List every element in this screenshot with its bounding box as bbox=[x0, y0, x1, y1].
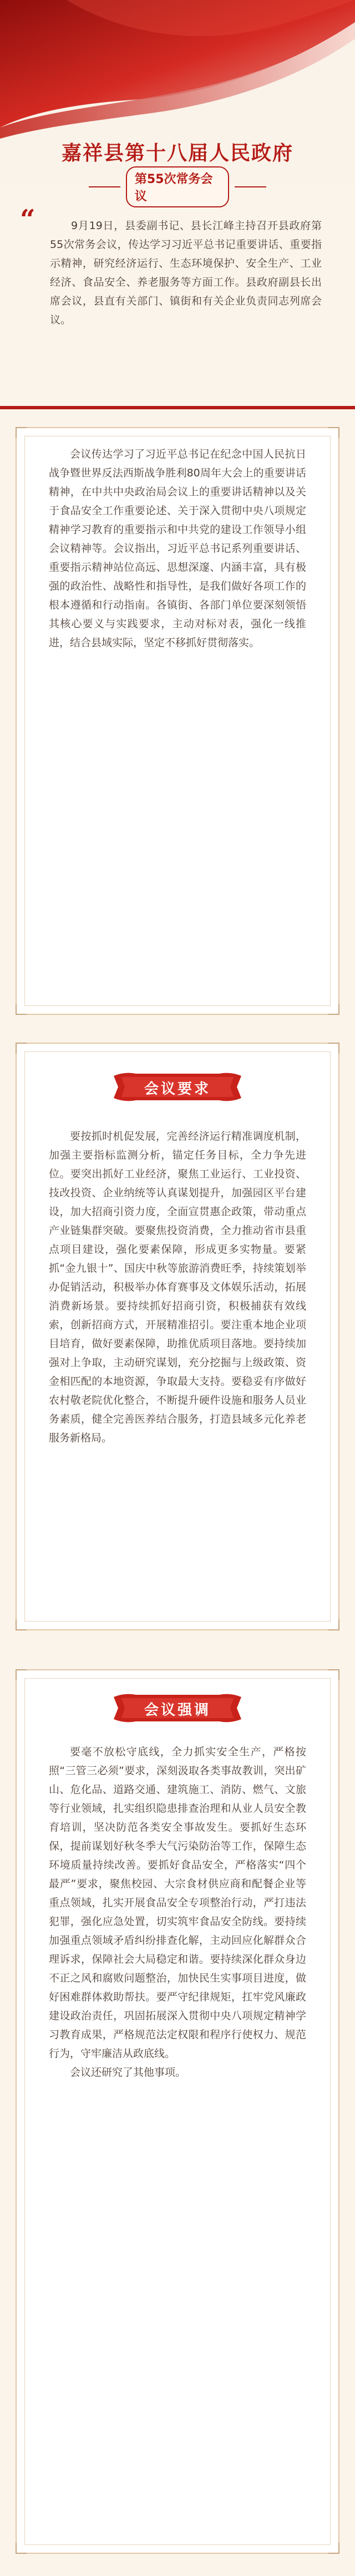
section-box-summary bbox=[16, 427, 339, 1015]
title-block bbox=[0, 0, 355, 204]
corner-ornament-icon bbox=[16, 1669, 27, 1680]
corner-ornament-icon bbox=[16, 427, 27, 438]
section-heading-label: 会议要求 bbox=[144, 1081, 211, 1098]
corner-ornament-icon bbox=[16, 1043, 27, 1054]
header-banner bbox=[0, 0, 355, 204]
page-footer-space bbox=[0, 2557, 355, 2576]
intro-section bbox=[0, 200, 355, 405]
corner-ornament-icon bbox=[328, 1619, 339, 1630]
emphasis-body: 要毫不放松守底线，全力抓实安全生产，严格按照“三管三必须”要求，深刻汲取各类事故教训，突出矿山、危化品、道路交通、建筑施工、消防、燃气、文旅等行业领域，扎实组织隐患排查治理和从业人员安全教育培训，坚决防范各类安全事故发生。要抓好生态环保，提前谋划好秋冬季大气污染防治等工作，保障生态环境质量持续改善。要抓好食品安全，严格落实“四个最严”要求，聚焦校园、大宗食材供应商和配餐企业等重点领域，扎实开展食品安全专项整治行动，严打违法犯罪，强化应急处置，切实筑牢食品安全防线。要持续加强重点领域矛盾纠纷排查化解，主动回应化解群众合理诉求，保障社会大局稳定和谐。要持续深化群众身边不正之风和腐败问题整治，加快民生实事项目进度，做好困难群体救助帮扶。要严守纪律规矩，扛牢党风廉政建设政治责任，巩固拓展深入贯彻中央八项规定精神学习教育成果，严格规范法定权限和程序行使权力、规范行为，守牢廉洁从政底线。 bbox=[49, 1746, 306, 2060]
intro-paragraph: 9月19日，县委副书记、县长江峰主持召开县政府第55次常务会议，传达学习习近平总书记重要讲话、重要指示精神，研究经济运行、生态环境保护、安全生产、工业经济、食品安全、养老服务等方面工作。县政府副县长出席会议，县直有关部门、镇街和有关企业负责同志列席会议。 bbox=[50, 220, 322, 326]
section-box-requirements bbox=[16, 1043, 339, 1630]
emphasis-paragraph bbox=[49, 1742, 306, 2082]
corner-ornament-icon bbox=[16, 1619, 27, 1630]
corner-ornament-icon bbox=[328, 1043, 339, 1054]
corner-ornament-icon bbox=[328, 2543, 339, 2554]
corner-ornament-icon bbox=[328, 427, 339, 438]
page-title: 嘉祥县第十八届人民政府 bbox=[61, 142, 293, 165]
section-heading-emphasis bbox=[114, 1693, 241, 1724]
subtitle-line-left bbox=[89, 186, 120, 187]
section-heading-label: 会议强调 bbox=[144, 1702, 211, 1719]
section-box-emphasis bbox=[16, 1669, 339, 2554]
corner-ornament-icon bbox=[328, 1669, 339, 1680]
subtitle-line-right bbox=[235, 186, 266, 187]
page-subtitle: 第55次常务会议 bbox=[126, 166, 229, 207]
closing-sentence: 会议还研究了其他事项。 bbox=[70, 2066, 186, 2079]
quote-mark-icon: “ bbox=[20, 204, 36, 235]
summary-paragraph: 会议传达学习了习近平总书记在纪念中国人民抗日战争暨世界反法西斯战争胜利80周年大会上的重要讲话精神，在中共中央政治局会议上的重要讲话精神以及关于食品安全工作重要论述、关于深入贯彻中央八项规定精神学习教育的重要指示和中共党的建设工作领导小组会议精神等。会议指出，习近平总书记系列重要讲话、重要指示精神站位高远、思想深邃、内涵丰富，具有极强的政治性、战略性和指导性，是我们做好各项工作的根本遵循和行动指南。各镇街、各部门单位要深刻领悟其核心要义与实践要求，主动对标对表，强化一线推进，结合县域实际，坚定不移抓好贯彻落实。 bbox=[49, 448, 306, 649]
corner-ornament-icon bbox=[16, 2543, 27, 2554]
corner-ornament-icon bbox=[328, 1004, 339, 1015]
section-divider bbox=[0, 406, 355, 409]
section-heading-requirements bbox=[114, 1071, 241, 1102]
corner-ornament-icon bbox=[16, 1004, 27, 1015]
requirements-paragraph: 要按抓时机促发展，完善经济运行精准调度机制，加强主要指标监测分析，锚定任务目标，全力争先进位。要突出抓好工业经济，聚焦工业运行、工业投资、技改投资、企业纳统等认真谋划提升，加强园区平台建设，加大招商引资力度，全面宣贯惠企政策，带动重点产业链集群突破。要聚焦投资消费，全力推动省市县重点项目建设，强化要素保障，形成更多实物量。要紧抓“金九银十”、国庆中秋等旅游消费旺季，持续策划举办促销活动，积极举办体育赛事及文体娱乐活动，拓展消费新场景。要持续抓好招商引资，积极捕获有效线索，创新招商方式，开展精准招引。要注重本地企业项目培育，做好要素保障，助推优质项目落地。要持续加强对上争取，主动研究谋划，充分挖掘与上级政策、资金相匹配的本地资源，争取最大支持。要稳妥有序做好农村敬老院优化整合，不断提升硬件设施和服务人员业务素质，健全完善医养结合服务，打造县域多元化养老服务新格局。 bbox=[49, 1130, 306, 1444]
